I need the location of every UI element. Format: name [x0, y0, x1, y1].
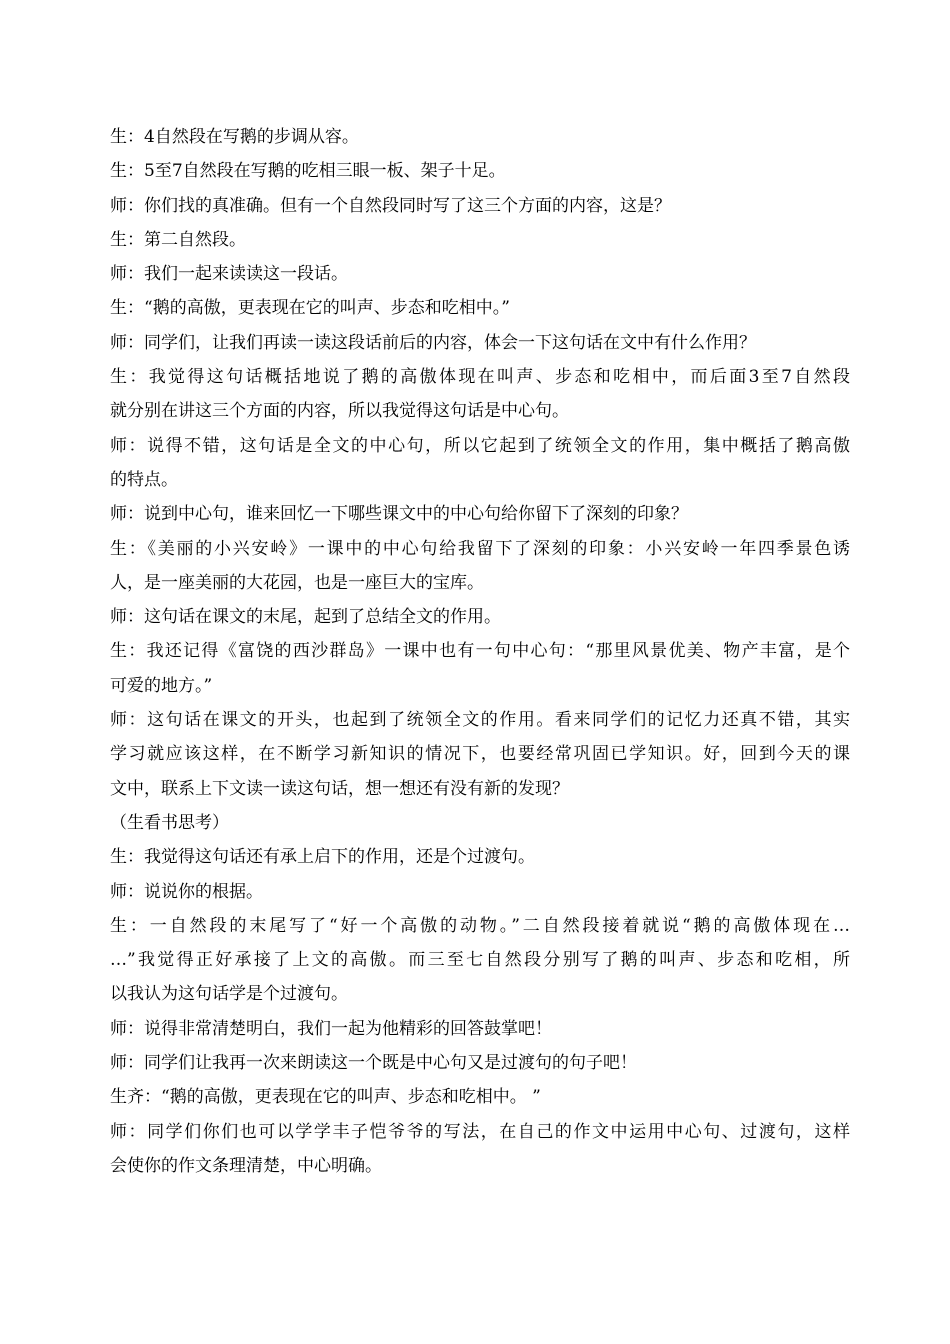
text-line: 生：“鹅的高傲，更表现在它的叫声、步态和吃相中。”: [110, 298, 510, 319]
text-line: 就分别在讲这三个方面的内容，所以我觉得这句话是中心句。: [110, 401, 569, 422]
text-line: 师：说得不错，这句话是全文的中心句，所以它起到了统领全文的作用，集中概括了鹅高傲: [110, 435, 850, 456]
text-line: 会使你的作文条理清楚，中心明确。: [110, 1155, 382, 1176]
document-body: [110, 120, 850, 1183]
text-line: 师：说到中心句，谁来回忆一下哪些课文中的中心句给你留下了深刻的印象？: [110, 504, 688, 525]
text-line: 人，是一座美丽的大花园，也是一座巨大的宝库。: [110, 572, 484, 593]
text-line: 学习就应该这样，在不断学习新知识的情况下，也要经常巩固已学知识。好，回到今天的课: [110, 744, 850, 765]
text-line: 师：我们一起来读读这一段话。: [110, 264, 348, 285]
text-line: （生看书思考）: [110, 812, 229, 833]
text-line: 师：同学们你们也可以学学丰子恺爷爷的写法，在自己的作文中运用中心句、过渡句，这样: [110, 1121, 850, 1142]
text-line: 师：这句话在课文的开头，也起到了统领全文的作用。看来同学们的记忆力还真不错，其实: [110, 710, 850, 731]
text-line: 师：同学们让我再一次来朗读这一个既是中心句又是过渡句的句子吧！: [110, 1053, 637, 1074]
text-line: 生齐：“鹅的高傲，更表现在它的叫声、步态和吃相中。 ”: [110, 1087, 541, 1108]
text-line: 文中，联系上下文读一读这句话，想一想还有没有新的发现？: [110, 778, 569, 799]
text-line: 师：同学们，让我们再读一读这段话前后的内容，体会一下这句话在文中有什么作用？: [110, 332, 756, 353]
text-line: …”我觉得正好承接了上文的高傲。而三至七自然段分别写了鹅的叫声、步态和吃相，所: [110, 950, 850, 971]
text-line: 以我认为这句话学是个过渡句。: [110, 984, 348, 1005]
text-line: 师：说得非常清楚明白，我们一起为他精彩的回答鼓掌吧！: [110, 1018, 552, 1039]
text-line: 生：我觉得这句话概括地说了鹅的高傲体现在叫声、步态和吃相中，而后面3至7自然段: [110, 367, 850, 388]
text-line: 的特点。: [110, 469, 178, 490]
text-line: 师：你们找的真准确。但有一个自然段同时写了这三个方面的内容，这是？: [110, 195, 671, 216]
text-line: 生：一自然段的末尾写了“好一个高傲的动物。”二自然段接着就说“鹅的高傲体现在…: [110, 915, 850, 936]
text-line: 师：说说你的根据。: [110, 881, 263, 902]
text-line: 生：我觉得这句话还有承上启下的作用，还是个过渡句。: [110, 847, 535, 868]
text-line: 生：《美丽的小兴安岭》一课中的中心句给我留下了深刻的印象：小兴安岭一年四季景色诱: [110, 538, 850, 559]
text-line: 生：我还记得《富饶的西沙群岛》一课中也有一句中心句：“那里风景优美、物产丰富，是个: [110, 641, 850, 662]
text-line: 生：5至7自然段在写鹅的吃相三眼一板、架子十足。: [110, 161, 506, 182]
text-line: 生：第二自然段。: [110, 229, 246, 250]
text-line: 师：这句话在课文的末尾，起到了总结全文的作用。: [110, 607, 501, 628]
text-line: 生：4自然段在写鹅的步调从容。: [110, 127, 359, 147]
text-line: 可爱的地方。”: [110, 675, 213, 696]
